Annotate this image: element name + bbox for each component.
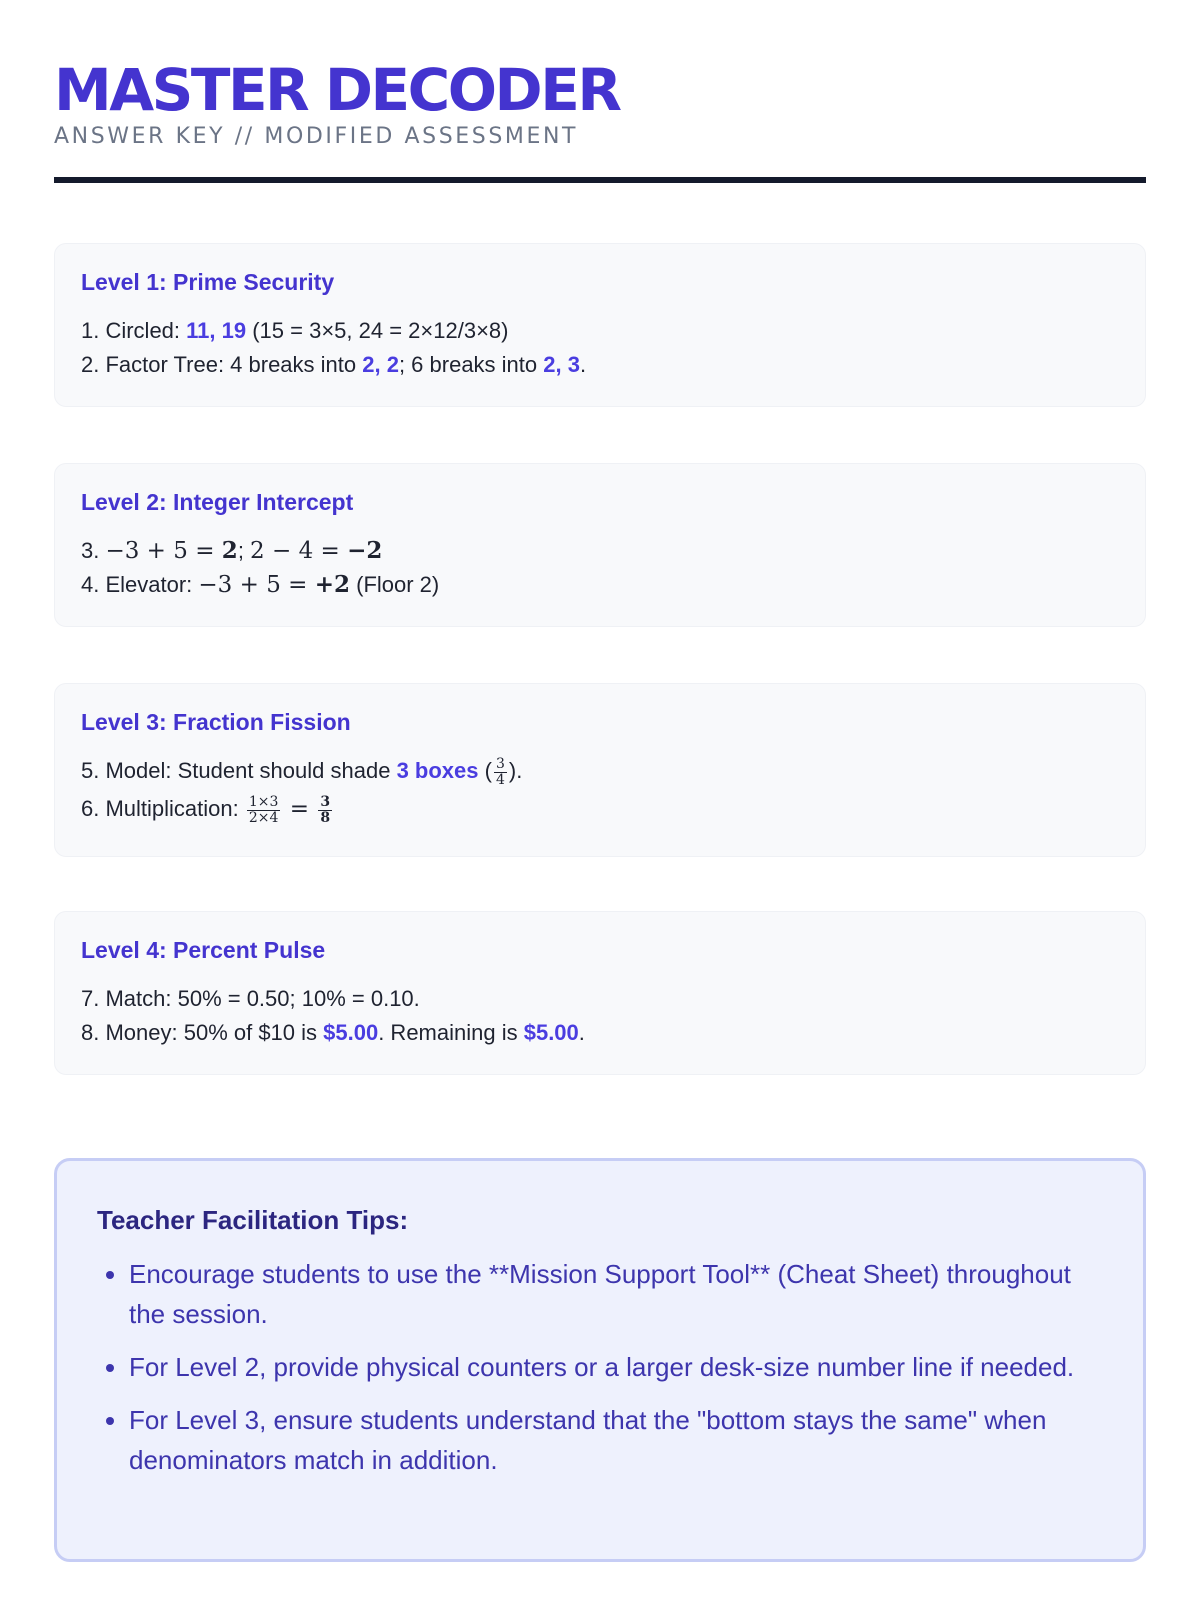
- answer-line-6: 6. Multiplication: $\frac{1\times 3}{2\times 4}$ = $\frac{3}{8}$: [81, 793, 331, 826]
- math-result: −2: [347, 537, 383, 564]
- level-4-title: Level 4: Percent Pulse: [81, 937, 326, 963]
- fraction: $\frac{1\times 3}{2\times 4}$: [248, 793, 279, 826]
- answer-line-8: 8. Money: 50% of $10 is $5.00. Remaining is $5.00.: [81, 1020, 585, 1045]
- page-subtitle: ANSWER KEY // MODIFIED ASSESSMENT: [54, 124, 579, 149]
- tips-list: [97, 1254, 1103, 1480]
- answer-highlight: 3 boxes: [396, 758, 479, 783]
- level-1-card: [54, 243, 1146, 407]
- tip-item: • For Level 3, ensure students understand that the "bottom stays the same" when denominators match in addition.: [129, 1400, 1103, 1480]
- answer-highlight: 11, 19: [186, 318, 247, 343]
- math-result: +2: [314, 571, 350, 598]
- answer-line-3: 3. −3 + 5 = 2; 2 − 4 = −2: [81, 537, 383, 564]
- math-expression: −3 + 5 =: [105, 538, 222, 564]
- answer-highlight: $5.00: [323, 1020, 379, 1045]
- answer-line-7: 7. Match: 50% = 0.50; 10% = 0.10.: [81, 986, 420, 1011]
- math-result: 2: [221, 537, 238, 564]
- page-title: MASTER DECODER: [54, 56, 620, 124]
- fraction: $\frac{3}{4}$: [495, 755, 505, 788]
- fraction-result: $\frac{3}{8}$: [320, 793, 331, 826]
- level-3-card: [54, 683, 1146, 857]
- answer-line-4: 4. Elevator: −3 + 5 = +2 (Floor 2): [81, 571, 440, 598]
- answer-line-1: 1. Circled: 11, 19 (15 = 3×5, 24 = 2×12/3×8): [81, 318, 509, 343]
- level-2-title: Level 2: Integer Intercept: [81, 489, 354, 515]
- level-3-title: Level 3: Fraction Fission: [81, 709, 351, 735]
- teacher-tips-box: [54, 1158, 1146, 1562]
- answer-line-2: 2. Factor Tree: 4 breaks into 2, 2; 6 breaks into 2, 3.: [81, 352, 587, 377]
- answer-line-5: 5. Model: Student should shade 3 boxes ( $\frac{3}{4}$ ).: [81, 755, 523, 788]
- answer-highlight: $5.00: [523, 1020, 579, 1045]
- answer-highlight: 2, 3: [543, 352, 580, 377]
- tip-item: • For Level 2, provide physical counters or a larger desk-size number line if needed.: [129, 1347, 1103, 1387]
- level-1-title: Level 1: Prime Security: [81, 269, 335, 295]
- math-expression: 2 − 4 =: [250, 538, 348, 564]
- tip-item: • Encourage students to use the **Mission Support Tool** (Cheat Sheet) throughout the session.: [129, 1254, 1103, 1334]
- header-divider: [54, 177, 1146, 183]
- tips-title: Teacher Facilitation Tips:: [97, 1205, 409, 1235]
- math-expression: −3 + 5 =: [198, 572, 315, 598]
- level-2-card: [54, 463, 1146, 627]
- level-4-card: [54, 911, 1146, 1075]
- answer-highlight: 2, 2: [362, 352, 399, 377]
